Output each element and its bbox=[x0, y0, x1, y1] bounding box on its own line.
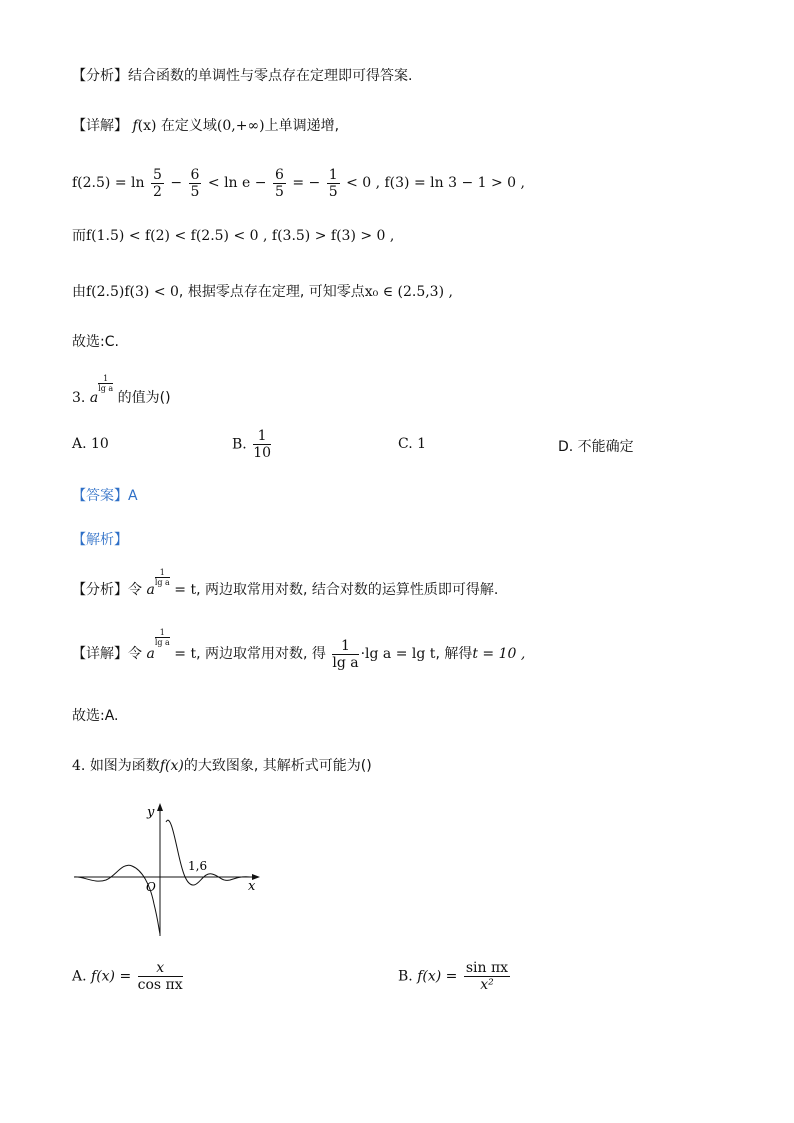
solution-tag: 【解析】 bbox=[72, 532, 128, 548]
l3-prefix: 而 bbox=[72, 228, 86, 244]
detail-tag: 【详解】 bbox=[72, 118, 128, 134]
choose-c: 故选:C. bbox=[72, 334, 119, 350]
curve-left bbox=[74, 865, 160, 934]
detail-tag-3: 【详解】 bbox=[72, 646, 128, 662]
equation-line-1 bbox=[72, 164, 525, 202]
origin-label: O bbox=[146, 880, 156, 894]
l4-prefix: 由 bbox=[72, 284, 86, 300]
func-f: f bbox=[132, 118, 138, 134]
problem-4-stem: 4. 如图为函数f(x)的大致图象, 其解析式可能为() bbox=[72, 758, 372, 774]
fraction-6-5-b: $\frac{6}{5}$ bbox=[274, 166, 284, 200]
l4-interval: x₀ ∈ (2.5,3) , bbox=[364, 284, 453, 300]
inequality-line bbox=[72, 226, 394, 246]
analysis-tag: 【分析】 bbox=[72, 68, 128, 84]
y-axis-arrow bbox=[157, 803, 163, 811]
eq1-minus: − bbox=[170, 175, 183, 191]
eq1-mid: < ln e − bbox=[207, 175, 267, 191]
option-b[interactable]: B. $\frac{1}{10}$ bbox=[232, 428, 272, 461]
fraction-5-2: $\frac{5}{2}$ bbox=[152, 166, 162, 200]
problem-3-detail: 【详解】令 a $\frac{1}{\text{lg a}} = t$, 两边取常用对数, 得 $\frac{1}{\text{lg a}}$ ·lg a = lg t, 解得t = 10 , bbox=[72, 628, 526, 671]
analysis-text: 结合函数的单调性与零点存在定理即可得答案. bbox=[128, 68, 413, 84]
l4-text: , 根据零点存在定理, 可知零点 bbox=[178, 284, 365, 300]
option-a[interactable]: A. 10 bbox=[72, 436, 109, 452]
option-4a[interactable]: A. f(x) = $\frac{x}{\text{cos πx}}$ bbox=[72, 960, 183, 993]
fraction-6-5: $\frac{6}{5}$ bbox=[190, 166, 200, 200]
fraction-1-5: $\frac{1}{5}$ bbox=[328, 166, 338, 200]
problem-3-number: 3. bbox=[72, 390, 86, 406]
func-arg: (x) bbox=[137, 118, 157, 134]
l3-inequalities: f(1.5) < f(2) < f(2.5) < 0 , f(3.5) > f(3) > 0 , bbox=[86, 228, 395, 244]
l4-product: f(2.5)f(3) < 0 bbox=[86, 284, 179, 300]
x-label: x bbox=[248, 879, 256, 894]
domain-text: 在定义域 bbox=[160, 118, 217, 134]
problem-3-stem bbox=[72, 376, 171, 412]
curve-right bbox=[166, 820, 250, 885]
problem-3-question: 的值为() bbox=[117, 390, 171, 406]
analysis-line bbox=[72, 66, 412, 86]
eq1-mid2: = − bbox=[292, 175, 321, 191]
detail-line bbox=[72, 116, 339, 136]
analysis-tag-3: 【分析】 bbox=[72, 582, 128, 598]
option-d[interactable]: D. 不能确定 bbox=[558, 439, 634, 455]
monotone-text: 上单调递增, bbox=[264, 118, 340, 134]
eq1-tail: < 0 , f(3) = ln 3 − 1 > 0 , bbox=[346, 175, 525, 191]
domain-interval: (0,+∞) bbox=[216, 118, 265, 134]
option-c[interactable]: C. 1 bbox=[398, 436, 427, 452]
answer-tag: 【答案】A bbox=[72, 488, 138, 504]
y-label: y bbox=[147, 805, 155, 820]
choose-a: 故选:A. bbox=[72, 708, 119, 724]
point-label: 1,6 bbox=[188, 859, 208, 873]
problem-3-analysis: 【分析】令 a $\frac{1}{\text{lg a}} = t$, 两边取常用对数, 结合对数的运算性质即可得解. bbox=[72, 568, 499, 598]
function-graph bbox=[70, 800, 270, 940]
eq1-lhs: f(2.5) = ln bbox=[72, 175, 145, 191]
zero-theorem-line bbox=[72, 282, 453, 302]
problem-4-number: 4. bbox=[72, 758, 86, 774]
power-expression: a $\frac{1}{\text{lg a}}$ bbox=[89, 374, 114, 406]
option-4b[interactable]: B. f(x) = $\frac{\text{sin πx}}{\text{x²}}$ bbox=[398, 960, 509, 993]
